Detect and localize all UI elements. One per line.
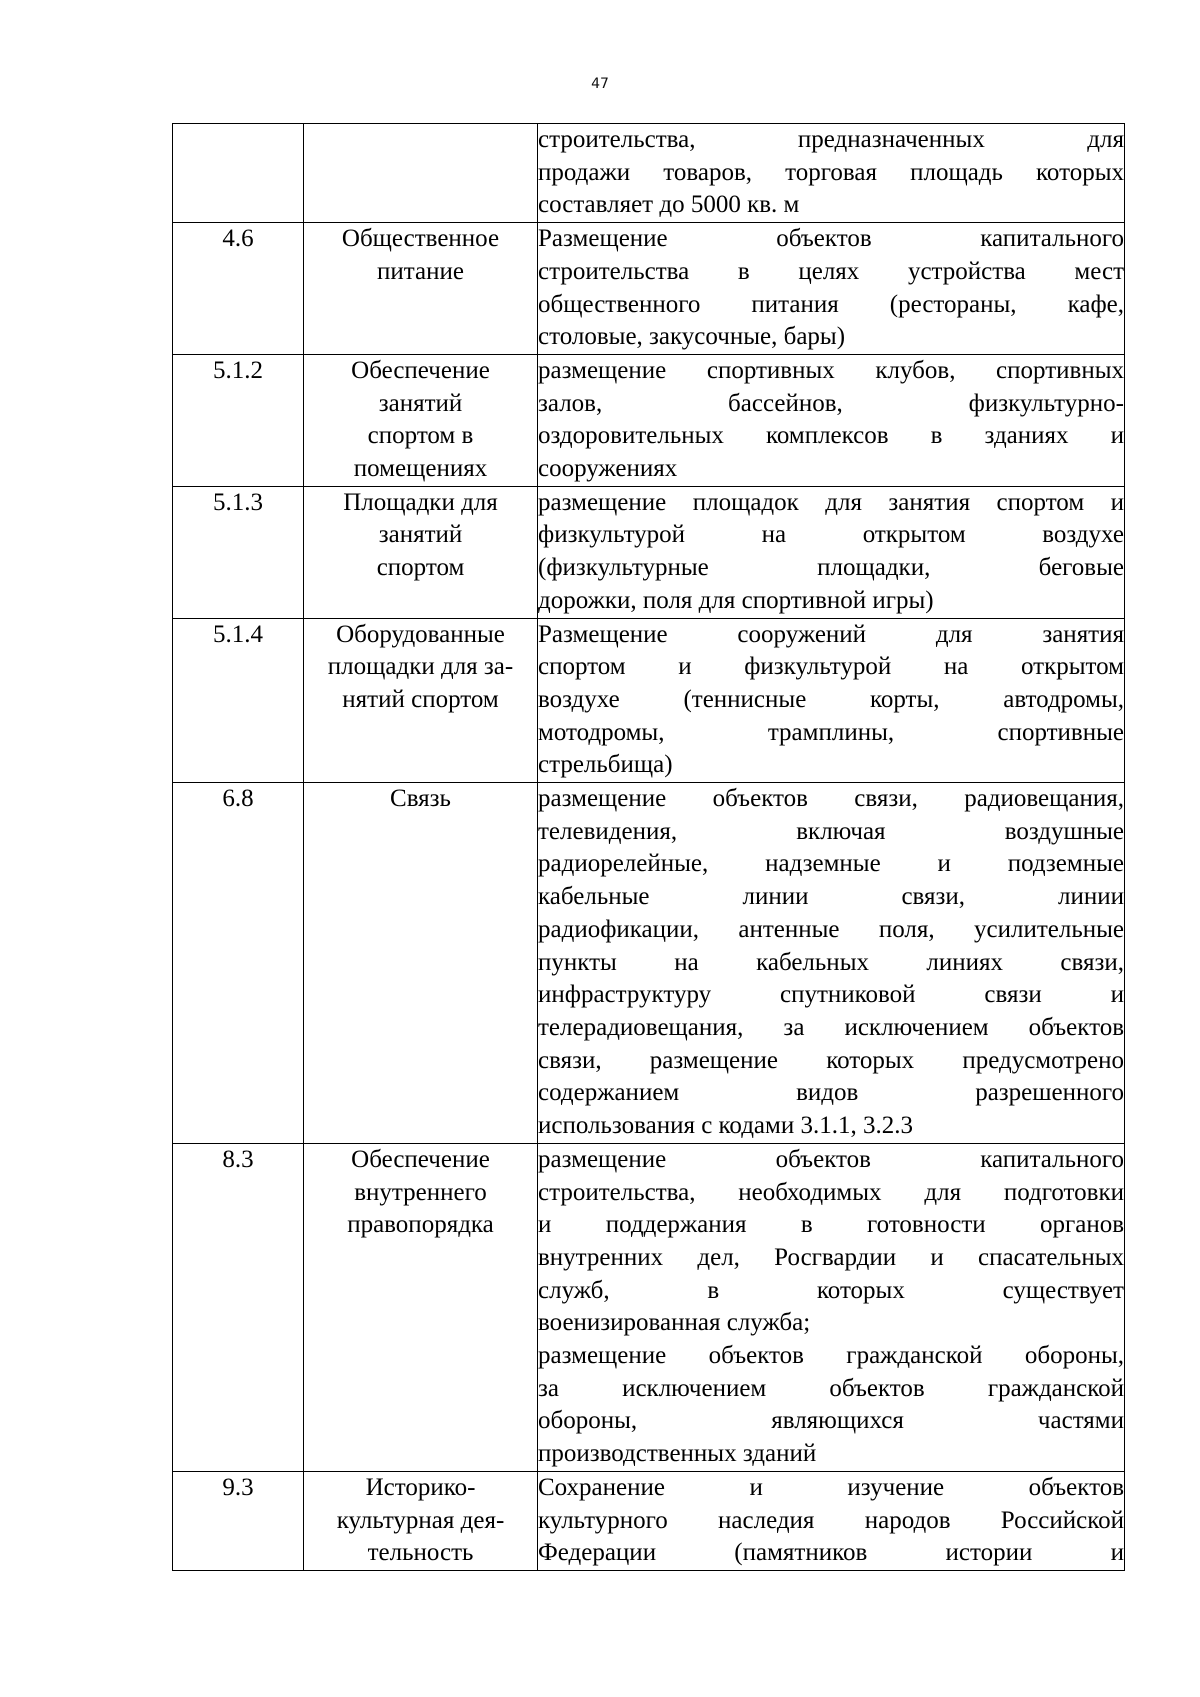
description-line: внутренних дел, Росгвардии и спасательных bbox=[538, 1243, 1124, 1271]
description-cell bbox=[538, 124, 1125, 223]
description-line: Размещение сооружений для занятия bbox=[538, 620, 1124, 648]
name-cell bbox=[304, 783, 538, 1144]
description-line: строительства, необходимых для подготовки bbox=[538, 1178, 1124, 1206]
page-number: 47 bbox=[591, 76, 609, 92]
description-line: размещение объектов гражданской обороны, bbox=[538, 1342, 1124, 1370]
description-paragraph bbox=[538, 355, 1124, 486]
description-line: столовые, закусочные, бары) bbox=[538, 323, 846, 351]
description-line: связи, размещение которых предусмотрено bbox=[538, 1046, 1124, 1074]
description-line: радиорелейные, надземные и подземные bbox=[538, 850, 1124, 878]
name-line: помещениях bbox=[353, 455, 488, 483]
table-row bbox=[173, 223, 1125, 355]
code-cell: 5.1.3 bbox=[173, 486, 304, 618]
name-line: Обеспечение bbox=[351, 1145, 490, 1173]
description-line: пункты на кабельных линиях связи, bbox=[538, 948, 1124, 976]
description-line: за исключением объектов гражданской bbox=[538, 1374, 1124, 1402]
name-line: занятий bbox=[378, 521, 463, 549]
description-line: воздухе (теннисные корты, автодромы, bbox=[538, 685, 1124, 713]
description-line: сооружениях bbox=[538, 455, 678, 483]
name-cell bbox=[304, 1143, 538, 1471]
description-line: Размещение объектов капитального bbox=[538, 225, 1124, 253]
code-cell: 5.1.4 bbox=[173, 618, 304, 783]
description-line: и поддержания в готовности органов bbox=[538, 1211, 1124, 1239]
table-row bbox=[173, 1471, 1125, 1570]
name-cell bbox=[304, 486, 538, 618]
description-line: радиофикации, антенные поля, усилительные bbox=[538, 915, 1124, 943]
description-cell bbox=[538, 354, 1125, 486]
description-line: размещение объектов связи, радиовещания, bbox=[538, 785, 1124, 813]
description-paragraph bbox=[538, 1472, 1124, 1570]
description-paragraph bbox=[538, 124, 1124, 222]
code-cell: 8.3 bbox=[173, 1143, 304, 1471]
description-paragraph bbox=[538, 487, 1124, 618]
name-cell bbox=[304, 1471, 538, 1570]
name-line: спортом в bbox=[367, 422, 474, 450]
description-line: мотодромы, трамплины, спортивные bbox=[538, 718, 1124, 746]
name-line: занятий bbox=[378, 389, 463, 417]
name-line: питание bbox=[377, 257, 464, 285]
description-line: кабельные линии связи, линии bbox=[538, 883, 1124, 911]
name-cell bbox=[304, 354, 538, 486]
description-line: размещение площадок для занятия спортом и bbox=[538, 488, 1124, 516]
description-line: оздоровительных комплексов в зданиях и bbox=[538, 422, 1124, 450]
description-line: размещение спортивных клубов, спортивных bbox=[538, 356, 1124, 384]
description-line: строительства в целях устройства мест bbox=[538, 257, 1124, 285]
description-line: строительства, предназначенных для bbox=[538, 126, 1124, 153]
description-line: составляет до 5000 кв. м bbox=[538, 191, 800, 219]
description-line: дорожки, поля для спортивной игры) bbox=[538, 586, 934, 614]
description-cell bbox=[538, 1471, 1125, 1570]
description-line: стрельбища) bbox=[538, 751, 673, 779]
description-paragraph bbox=[538, 1144, 1124, 1340]
land-use-table bbox=[172, 123, 1125, 1571]
description-line: производственных зданий bbox=[538, 1440, 817, 1468]
description-line: Федерации (памятников истории и bbox=[538, 1539, 1124, 1567]
table-row bbox=[173, 124, 1125, 223]
code-cell: 6.8 bbox=[173, 783, 304, 1144]
name-line: Связь bbox=[390, 785, 451, 813]
name-cell bbox=[304, 124, 538, 223]
description-cell bbox=[538, 1143, 1125, 1471]
description-line: залов, бассейнов, физкультурно- bbox=[538, 389, 1124, 417]
description-paragraph bbox=[538, 223, 1124, 354]
description-line: (физкультурные площадки, беговые bbox=[538, 554, 1124, 582]
name-line: Общественное bbox=[341, 225, 500, 253]
description-paragraph bbox=[538, 1340, 1124, 1471]
name-line: площадки для за- bbox=[327, 653, 514, 681]
description-line: военизированная служба; bbox=[538, 1309, 811, 1337]
table-body bbox=[173, 124, 1125, 1571]
code-cell: 4.6 bbox=[173, 223, 304, 355]
name-line: Историко- bbox=[365, 1473, 476, 1501]
description-paragraph bbox=[538, 783, 1124, 1143]
description-cell bbox=[538, 223, 1125, 355]
description-line: служб, в которых существует bbox=[538, 1276, 1124, 1304]
table-row bbox=[173, 1143, 1125, 1471]
description-cell bbox=[538, 618, 1125, 783]
name-cell bbox=[304, 618, 538, 783]
description-line: Сохранение и изучение объектов bbox=[538, 1473, 1124, 1501]
description-line: инфраструктуру спутниковой связи и bbox=[538, 981, 1124, 1009]
description-line: культурного наследия народов Российской bbox=[538, 1506, 1124, 1534]
description-line: телевидения, включая воздушные bbox=[538, 817, 1124, 845]
table-row bbox=[173, 486, 1125, 618]
code-cell: 9.3 bbox=[173, 1471, 304, 1570]
code-cell: 5.1.2 bbox=[173, 354, 304, 486]
description-line: обороны, являющихся частями bbox=[538, 1407, 1124, 1435]
name-line: Оборудованные bbox=[336, 620, 505, 648]
name-cell bbox=[304, 223, 538, 355]
description-cell bbox=[538, 486, 1125, 618]
name-line: культурная дея- bbox=[336, 1506, 505, 1534]
table-row bbox=[173, 618, 1125, 783]
description-line: содержанием видов разрешенного bbox=[538, 1079, 1124, 1107]
name-line: правопорядка bbox=[347, 1211, 494, 1239]
description-line: телерадиовещания, за исключением объектов bbox=[538, 1013, 1124, 1041]
description-line: использования с кодами 3.1.1, 3.2.3 bbox=[538, 1112, 913, 1140]
description-line: физкультурой на открытом воздухе bbox=[538, 521, 1124, 549]
code-cell bbox=[173, 124, 304, 223]
description-line: продажи товаров, торговая площадь которых bbox=[538, 158, 1124, 186]
name-line: Площадки для bbox=[343, 488, 498, 516]
table-row bbox=[173, 354, 1125, 486]
name-line: спортом bbox=[376, 554, 465, 582]
description-line: спортом и физкультурой на открытом bbox=[538, 653, 1124, 681]
description-line: размещение объектов капитального bbox=[538, 1145, 1124, 1173]
description-paragraph bbox=[538, 619, 1124, 783]
table-row bbox=[173, 783, 1125, 1144]
name-line: внутреннего bbox=[354, 1178, 487, 1206]
description-cell bbox=[538, 783, 1125, 1144]
name-line: нятий спортом bbox=[342, 685, 499, 713]
name-line: тельность bbox=[367, 1539, 474, 1567]
description-line: общественного питания (рестораны, кафе, bbox=[538, 290, 1124, 318]
name-line: Обеспечение bbox=[351, 356, 490, 384]
